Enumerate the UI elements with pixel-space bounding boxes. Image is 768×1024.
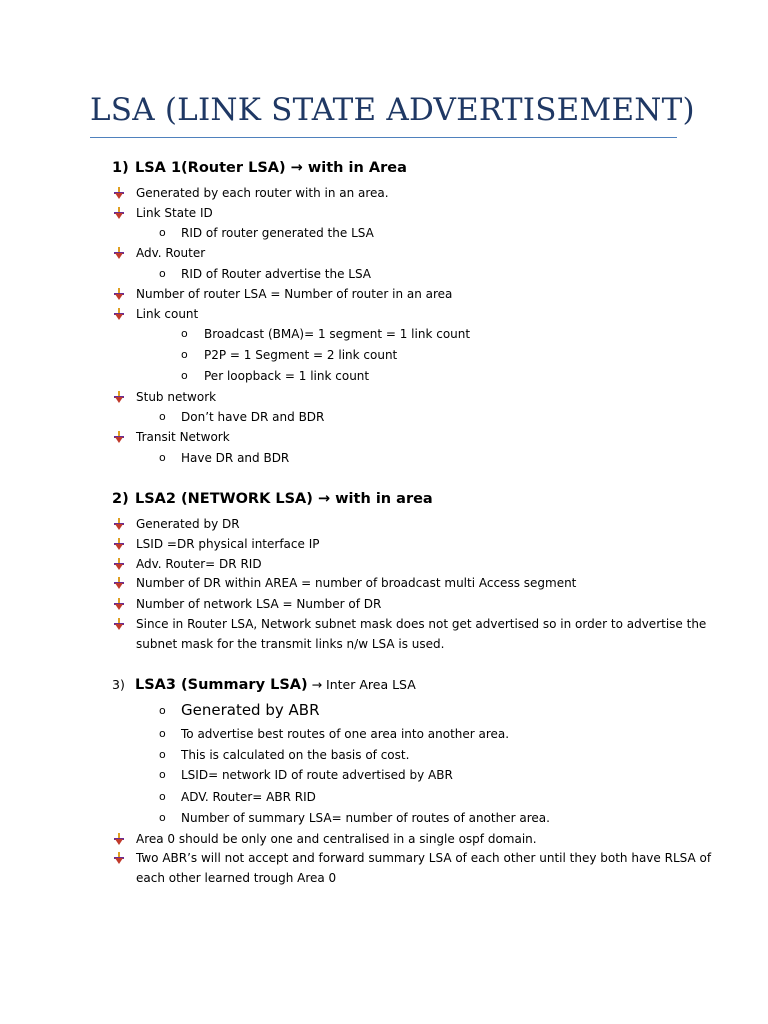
circle-bullet-icon: o <box>159 727 166 740</box>
circle-bullet-icon: o <box>159 451 166 464</box>
arrow-bullet-icon <box>113 308 125 320</box>
section-number: 1) <box>112 160 129 176</box>
circle-bullet-icon: o <box>159 811 166 824</box>
circle-bullet-icon: o <box>181 369 188 382</box>
list-item: LSID =DR physical interface IP <box>136 537 320 551</box>
arrow-bullet-icon <box>113 833 125 845</box>
arrow-bullet-icon <box>113 518 125 530</box>
list-item: RID of router generated the LSA <box>181 226 374 240</box>
circle-bullet-icon: o <box>159 704 166 717</box>
arrow-bullet-icon <box>113 538 125 550</box>
list-item: Have DR and BDR <box>181 451 290 465</box>
arrow-bullet-icon <box>113 431 125 443</box>
list-item: ADV. Router= ABR RID <box>181 790 316 804</box>
section-title: LSA2 (NETWORK LSA) → with in area <box>135 491 433 507</box>
list-item: LSID= network ID of route advertised by ABR <box>181 768 453 782</box>
list-item: Number of router LSA = Number of router in an area <box>136 287 453 301</box>
list-item: Broadcast (BMA)= 1 segment = 1 link count <box>204 327 471 341</box>
circle-bullet-icon: o <box>159 748 166 761</box>
title-divider <box>90 137 677 138</box>
circle-bullet-icon: o <box>159 226 166 239</box>
circle-bullet-icon: o <box>181 348 188 361</box>
circle-bullet-icon: o <box>159 768 166 781</box>
list-item: Generated by each router with in an area. <box>136 186 389 200</box>
list-item: Don’t have DR and BDR <box>181 410 325 424</box>
list-item: Adv. Router= DR RID <box>136 557 262 571</box>
section-heading <box>112 677 416 693</box>
arrow-bullet-icon <box>113 618 125 630</box>
list-item: each other learned trough Area 0 <box>136 871 337 885</box>
list-item: Per loopback = 1 link count <box>204 369 370 383</box>
list-item: Generated by ABR <box>181 701 320 719</box>
page-title: LSA (LINK STATE ADVERTISEMENT) <box>90 92 695 128</box>
section-number: 3) <box>112 677 125 692</box>
list-item: Link State ID <box>136 206 213 220</box>
arrow-bullet-icon <box>113 247 125 259</box>
list-item: Number of DR within AREA = number of broadcast multi Access segment <box>136 576 577 590</box>
section-heading <box>112 491 433 507</box>
list-item: To advertise best routes of one area into another area. <box>181 727 510 741</box>
arrow-bullet-icon <box>113 288 125 300</box>
arrow-bullet-icon <box>113 558 125 570</box>
circle-bullet-icon: o <box>159 267 166 280</box>
arrow-bullet-icon <box>113 577 125 589</box>
list-item: Two ABR’s will not accept and forward summary LSA of each other until they both have RLSA of <box>136 851 712 865</box>
circle-bullet-icon: o <box>181 327 188 340</box>
list-item: P2P = 1 Segment = 2 link count <box>204 348 398 362</box>
section-title: LSA3 (Summary LSA) <box>135 677 308 693</box>
list-item: Area 0 should be only one and centralised in a single ospf domain. <box>136 832 537 846</box>
list-item: Generated by DR <box>136 517 240 531</box>
list-item: Since in Router LSA, Network subnet mask does not get advertised so in order to advertise the <box>136 617 707 631</box>
section-title: LSA 1(Router LSA) → with in Area <box>135 160 407 176</box>
section-title-suffix: → Inter Area LSA <box>307 677 416 692</box>
list-item: This is calculated on the basis of cost. <box>181 748 410 762</box>
list-item: RID of Router advertise the LSA <box>181 267 372 281</box>
section-heading <box>112 160 407 176</box>
list-item: Link count <box>136 307 199 321</box>
circle-bullet-icon: o <box>159 410 166 423</box>
arrow-bullet-icon <box>113 391 125 403</box>
circle-bullet-icon: o <box>159 790 166 803</box>
list-item: Adv. Router <box>136 246 206 260</box>
arrow-bullet-icon <box>113 187 125 199</box>
list-item: Number of network LSA = Number of DR <box>136 597 382 611</box>
arrow-bullet-icon <box>113 598 125 610</box>
list-item: Number of summary LSA= number of routes of another area. <box>181 811 550 825</box>
arrow-bullet-icon <box>113 207 125 219</box>
list-item: Stub network <box>136 390 217 404</box>
arrow-bullet-icon <box>113 852 125 864</box>
section-number: 2) <box>112 491 129 507</box>
list-item: Transit Network <box>136 430 230 444</box>
list-item: subnet mask for the transmit links n/w LSA is used. <box>136 637 445 651</box>
